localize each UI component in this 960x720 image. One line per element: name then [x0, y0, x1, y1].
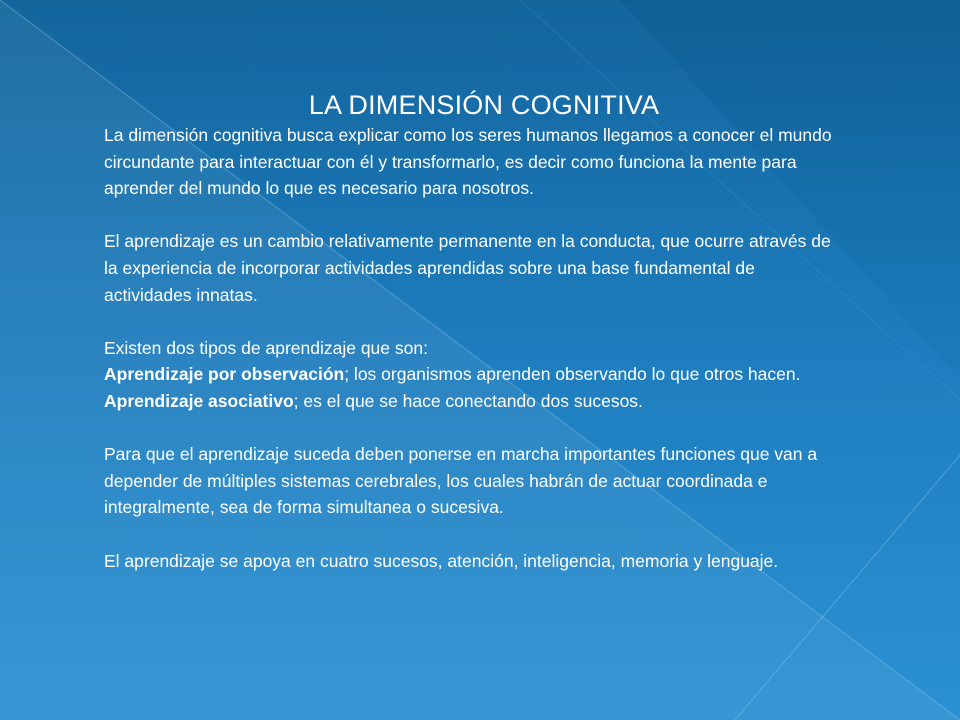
spacer	[104, 202, 844, 229]
paragraph-intro: La dimensión cognitiva busca explicar como los seres humanos llegamos a conocer el mundo circundante para interactuar con él y transformarlo, es decir como funciona la mente para aprender del mundo lo que es necesario para nosotros.	[104, 125, 832, 199]
paragraph-definition: El aprendizaje es un cambio relativamente permanente en la conducta, que ocurre através de la experiencia de incorporar actividades aprendidas sobre una base fundamental de actividades innatas.	[104, 231, 831, 305]
slide-title: LA DIMENSIÓN COGNITIVA	[308, 90, 660, 120]
spacer	[104, 521, 844, 548]
learning-type-associative-description: ; es el que se hace conectando dos sucesos.	[293, 390, 643, 411]
learning-type-observation	[104, 361, 844, 388]
spacer	[104, 308, 844, 335]
learning-type-observation-description: ; los organismos aprenden observando lo que otros hacen.	[344, 364, 801, 385]
learning-type-associative-term: Aprendizaje asociativo	[104, 390, 294, 411]
paragraph-types-intro: Existen dos tipos de aprendizaje que son:	[104, 337, 428, 358]
paragraph-functions: Para que el aprendizaje suceda deben ponerse en marcha importantes funciones que van a depender de múltiples sistemas cerebrales, los cuales habrán de actuar coordinada e integralmente, sea de forma simultanea o sucesiva.	[104, 444, 818, 518]
spacer	[104, 415, 844, 442]
paragraph-conclusion: El aprendizaje se apoya en cuatro sucesos, atención, inteligencia, memoria y lenguaje.	[104, 550, 779, 571]
learning-type-associative	[104, 388, 844, 415]
learning-type-observation-term: Aprendizaje por observación	[104, 364, 345, 385]
slide-body	[104, 122, 844, 574]
